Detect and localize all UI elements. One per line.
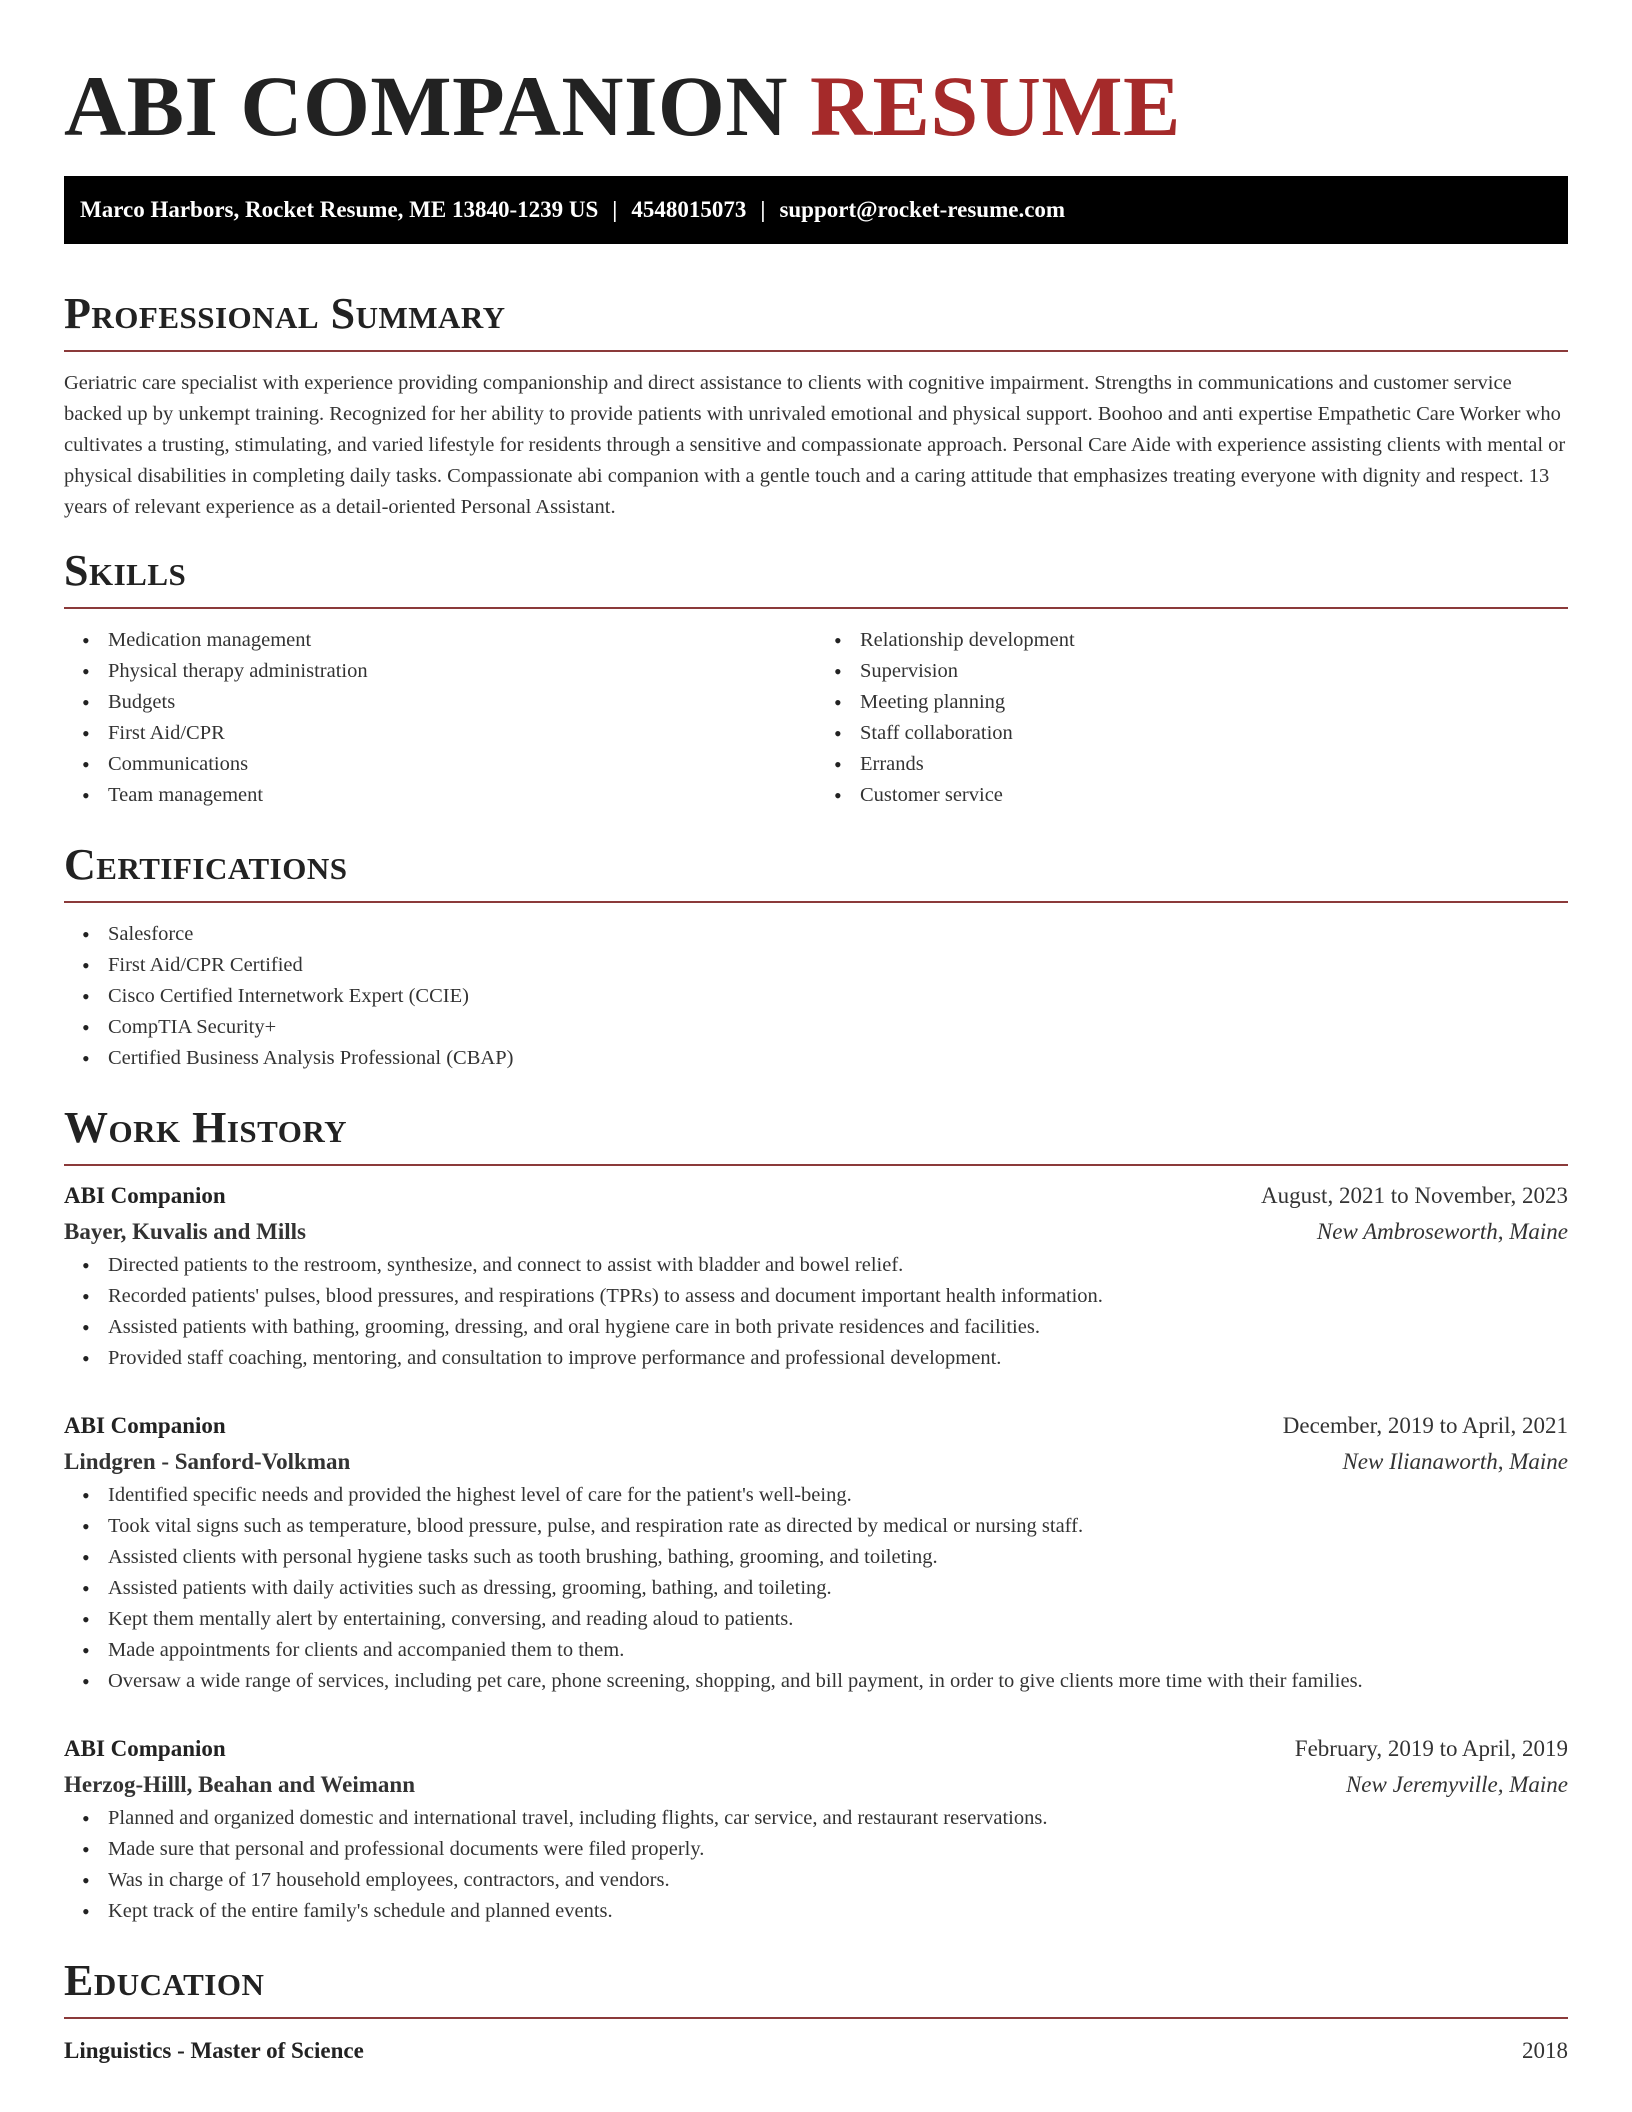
- job-subheader: [64, 1767, 1568, 1803]
- summary-section: [64, 288, 1568, 523]
- job-duty-item: • Took vital signs such as temperature, blood pressure, pulse, and respiration rate as directed by medical or nursing staff.: [64, 1511, 1568, 1542]
- contact-separator: |: [760, 197, 766, 222]
- skill-item: • Meeting planning: [816, 687, 1568, 718]
- certification-item: • Cisco Certified Internetwork Expert (CCIE): [64, 981, 1568, 1012]
- skill-item: • Physical therapy administration: [64, 656, 816, 687]
- job-title: ABI Companion: [64, 1413, 226, 1438]
- section-divider: [64, 2017, 1568, 2019]
- job-header: [64, 1408, 1568, 1444]
- section-heading-skills: Skills: [64, 546, 187, 595]
- skills-section: [64, 545, 1568, 811]
- section-divider: [64, 901, 1568, 903]
- job-duty-item: • Provided staff coaching, mentoring, and consultation to improve performance and professional development.: [64, 1343, 1568, 1374]
- summary-text: Geriatric care specialist with experience providing companionship and direct assistance to clients with cognitive impairment. Strengths in communications and customer service backed up by unkempt training. Recognized for her ability to provide patients with unrivaled emotional and physical support. Boohoo and anti expertise Empathetic Care Worker who cultivates a trusting, stimulating, and varied lifestyle for residents through a sensitive and compassionate approach. Personal Care Aide with experience assisting clients with mental or physical disabilities in completing daily tasks. Compassionate abi companion with a gentle touch and a caring attitude that emphasizes treating everyone with dignity and respect. 13 years of relevant experience as a detail-oriented Personal Assistant.: [64, 372, 1566, 518]
- job-location: New Ambroseworth, Maine: [1316, 1219, 1568, 1244]
- skills-column-right: [816, 625, 1568, 811]
- job-company: Bayer, Kuvalis and Mills: [64, 1219, 306, 1244]
- skills-column-left: [64, 625, 816, 811]
- job-duties-list: [64, 1803, 1568, 1927]
- certification-item: • Certified Business Analysis Professional (CBAP): [64, 1043, 1568, 1074]
- skill-item: • Budgets: [64, 687, 816, 718]
- education-entry: [64, 2033, 1568, 2069]
- job-duty-item: • Identified specific needs and provided the highest level of care for the patient's well-being.: [64, 1480, 1568, 1511]
- section-heading-education: Education: [64, 1956, 265, 2005]
- job-entry: [64, 1731, 1568, 1927]
- section-heading-certifications: Certifications: [64, 840, 348, 889]
- job-duties-list: [64, 1480, 1568, 1697]
- contact-address: Marco Harbors, Rocket Resume, ME 13840-1239 US: [80, 197, 599, 222]
- contact-phone[interactable]: 4548015073: [631, 197, 747, 222]
- job-entry: [64, 1178, 1568, 1374]
- skill-item: • Relationship development: [816, 625, 1568, 656]
- title-main: ABI COMPANION: [64, 58, 788, 154]
- title-accent: RESUME: [809, 58, 1181, 154]
- section-heading-work-history: Work History: [64, 1103, 348, 1152]
- job-duty-item: • Assisted patients with bathing, grooming, dressing, and oral hygiene care in both private residences and facilities.: [64, 1312, 1568, 1343]
- job-duties-list: [64, 1250, 1568, 1374]
- education-section: [64, 1955, 1568, 2069]
- job-duty-item: • Assisted patients with daily activities such as dressing, grooming, bathing, and toileting.: [64, 1573, 1568, 1604]
- certifications-list: [64, 919, 1568, 1074]
- job-duty-item: • Made sure that personal and professional documents were filed properly.: [64, 1834, 1568, 1865]
- section-divider: [64, 1164, 1568, 1166]
- education-year: 2018: [1522, 2038, 1568, 2063]
- job-entry: [64, 1408, 1568, 1697]
- skill-item: • Supervision: [816, 656, 1568, 687]
- contact-separator: |: [612, 197, 618, 222]
- job-duty-item: • Was in charge of 17 household employees, contractors, and vendors.: [64, 1865, 1568, 1896]
- job-title: ABI Companion: [64, 1183, 226, 1208]
- job-company: Lindgren - Sanford-Volkman: [64, 1449, 351, 1474]
- job-duty-item: • Made appointments for clients and accompanied them to them.: [64, 1635, 1568, 1666]
- job-dates: December, 2019 to April, 2021: [1282, 1413, 1568, 1438]
- contact-email[interactable]: support@rocket-resume.com: [779, 197, 1066, 222]
- skills-grid: [64, 625, 1568, 811]
- job-duty-item: • Kept track of the entire family's schedule and planned events.: [64, 1896, 1568, 1927]
- job-header: [64, 1178, 1568, 1214]
- certification-item: • Salesforce: [64, 919, 1568, 950]
- skill-item: • Customer service: [816, 780, 1568, 811]
- job-dates: August, 2021 to November, 2023: [1261, 1183, 1568, 1208]
- job-subheader: [64, 1444, 1568, 1480]
- education-degree: Linguistics - Master of Science: [64, 2038, 364, 2063]
- work-history-section: [64, 1102, 1568, 1927]
- skill-item: • Communications: [64, 749, 816, 780]
- skill-item: • Errands: [816, 749, 1568, 780]
- contact-bar: [64, 176, 1568, 244]
- job-dates: February, 2019 to April, 2019: [1294, 1736, 1568, 1761]
- certification-item: • CompTIA Security+: [64, 1012, 1568, 1043]
- certifications-section: [64, 839, 1568, 1074]
- skill-item: • Medication management: [64, 625, 816, 656]
- job-location: New Jeremyville, Maine: [1345, 1772, 1568, 1797]
- section-heading-summary: Professional Summary: [64, 289, 506, 338]
- job-duty-item: • Planned and organized domestic and international travel, including flights, car service, and restaurant reservations.: [64, 1803, 1568, 1834]
- job-duty-item: • Directed patients to the restroom, synthesize, and connect to assist with bladder and bowel relief.: [64, 1250, 1568, 1281]
- skill-item: • Staff collaboration: [816, 718, 1568, 749]
- job-company: Herzog-Hilll, Beahan and Weimann: [64, 1772, 415, 1797]
- certification-item: • First Aid/CPR Certified: [64, 950, 1568, 981]
- resume-title: [64, 0, 1568, 156]
- job-location: New Ilianaworth, Maine: [1342, 1449, 1568, 1474]
- job-title: ABI Companion: [64, 1736, 226, 1761]
- job-duty-item: • Kept them mentally alert by entertaining, conversing, and reading aloud to patients.: [64, 1604, 1568, 1635]
- section-divider: [64, 350, 1568, 352]
- skills-list-left: [64, 625, 816, 811]
- job-duty-item: • Recorded patients' pulses, blood pressures, and respirations (TPRs) to assess and document important health information.: [64, 1281, 1568, 1312]
- job-duty-item: • Assisted clients with personal hygiene tasks such as tooth brushing, bathing, grooming, and toileting.: [64, 1542, 1568, 1573]
- section-divider: [64, 607, 1568, 609]
- job-subheader: [64, 1214, 1568, 1250]
- job-header: [64, 1731, 1568, 1767]
- skill-item: • First Aid/CPR: [64, 718, 816, 749]
- skill-item: • Team management: [64, 780, 816, 811]
- job-duty-item: • Oversaw a wide range of services, including pet care, phone screening, shopping, and bill payment, in order to give clients more time with their families.: [64, 1666, 1568, 1697]
- skills-list-right: [816, 625, 1568, 811]
